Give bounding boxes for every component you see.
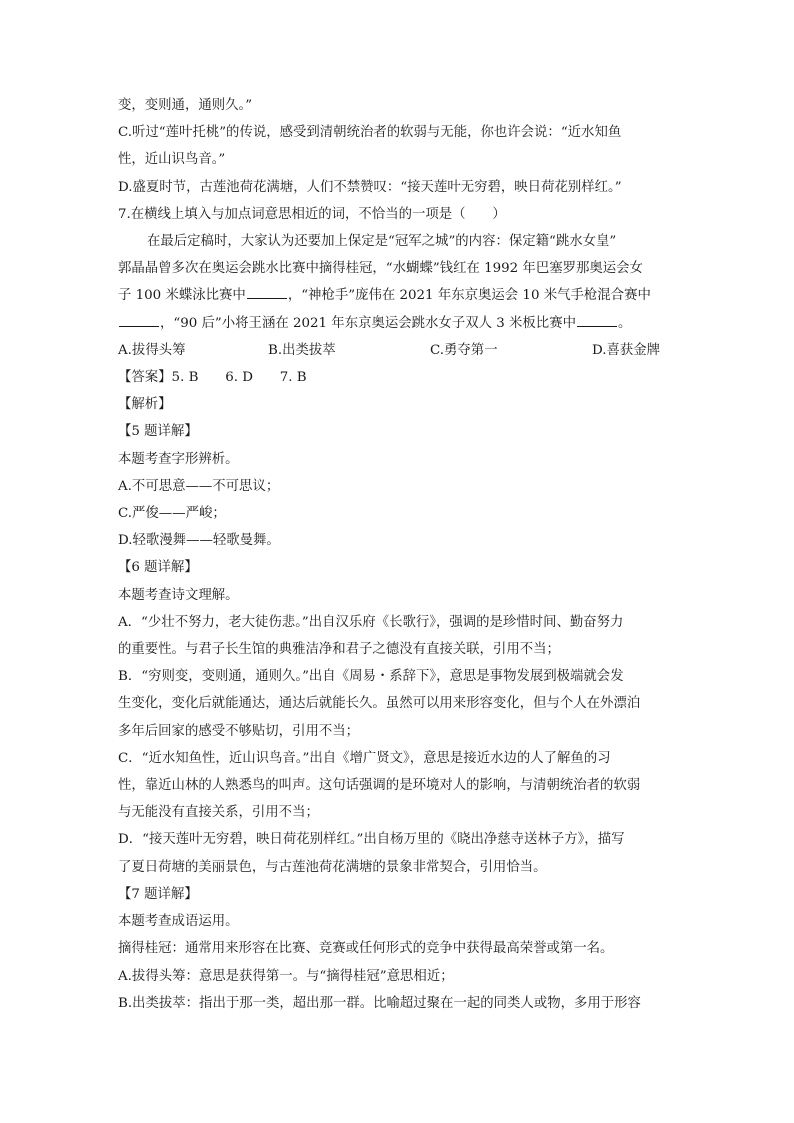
text-line: B.出类拔萃：指出于那一类，超出那一群。比喻超过聚在一起的同类人或物，多用于形容	[118, 995, 641, 1011]
option-c: C.勇夺第一	[430, 342, 498, 358]
text-line: 了夏日荷塘的美丽景色，与古莲池荷花满塘的景象非常契合，引用恰当。	[118, 859, 547, 875]
option-a: A.拔得头筹	[118, 342, 186, 358]
fill-blank	[247, 284, 287, 299]
text-line: D.轻歌漫舞——轻歌曼舞。	[118, 533, 280, 549]
option-b: B.出类拔萃	[268, 342, 336, 358]
passage-line: 郭晶晶曾多次在奥运会跳水比赛中摘得桂冠，“水蝴蝶”钱红在 1992 年巴塞罗那奥运会女	[118, 261, 643, 277]
text-line: B．“穷则变，变则通，通则久。”出自《周易・系辞下》，意思是事物发展到极端就会发	[118, 669, 624, 685]
passage-text: 子 100 米蝶泳比赛中	[118, 288, 246, 304]
passage-text: ，“90 后”小将王涵在 2021 年东京奥运会跳水女子双人 3 米板比赛中	[160, 315, 576, 331]
text-line: D.盛夏时节，古莲池荷花满塘，人们不禁赞叹：“接天莲叶无穷碧，映日荷花别样红。”	[118, 179, 622, 195]
text-line: 本题考查字形辨析。	[118, 451, 239, 467]
text-line: 生变化，变化后就能通达，通达后就能长久。虽然可以用来形容变化，但与个人在外漂泊	[118, 696, 641, 712]
text-line: A.不可思意——不可思议；	[118, 478, 280, 494]
text-line: 变，变则通，通则久。”	[118, 98, 253, 113]
answer-options	[118, 337, 678, 364]
section-heading: 【解析】	[118, 397, 172, 413]
text-line: A.拔得头筹：意思是获得第一。与“摘得桂冠”意思相近；	[118, 968, 454, 984]
section-heading: 【5 题详解】	[118, 424, 198, 440]
text-line: C.严俊——严峻；	[118, 506, 226, 522]
text-line: C.听过“莲叶托桃”的传说，感受到清朝统治者的软弱与无能，你也许会说：“近水知鱼	[118, 125, 622, 141]
passage-text: ，“神枪手”庞伟在 2021 年东京奥运会 10 米气手枪混合赛中	[287, 288, 651, 304]
question-7-stem: 7.在横线上填入与加点词意思相近的词，不恰当的一项是（ ）	[118, 206, 506, 222]
text-line: 性，靠近山林的人熟悉鸟的叫声。这句话强调的是环境对人的影响，与清朝统治者的软弱	[118, 778, 641, 794]
option-d: D.喜获金牌	[592, 342, 661, 358]
passage-line-blank-1	[118, 282, 678, 309]
text-line: D．“接天莲叶无穷碧，映日荷花别样红。”出自杨万里的《晓出净慈寺送林子方》，描写	[118, 832, 625, 848]
text-line: 性，近山识鸟音。”	[118, 152, 226, 168]
passage-line-blank-2	[118, 310, 678, 337]
fill-blank	[119, 312, 159, 327]
text-line: 本题考查诗文理解。	[118, 587, 239, 603]
passage-line: 在最后定稿时，大家认为还要加上保定是“冠军之城”的内容：保定籍“跳水女皇”	[147, 234, 617, 250]
text-line: 与无能没有直接关系，引用不当；	[118, 805, 319, 821]
section-heading: 【6 题详解】	[118, 560, 198, 576]
answer-line: 【答案】5. B 6. D 7. B	[118, 370, 307, 386]
passage-text: 。	[617, 315, 632, 331]
text-line: 的重要性。与君子长生馆的典雅洁净和君子之德没有直接关联，引用不当；	[118, 642, 560, 658]
document-content	[118, 92, 678, 1017]
text-line: 多年后回家的感受不够贴切，引用不当；	[118, 723, 360, 739]
text-line: 摘得桂冠：通常用来形容在比赛、竞赛或任何形式的竞争中获得最高荣誉或第一名。	[118, 941, 614, 957]
section-heading: 【7 题详解】	[118, 886, 198, 902]
text-line: C．“近水知鱼性，近山识鸟音。”出自《增广贤文》，意思是接近水边的人了解鱼的习	[118, 750, 611, 766]
text-line: A．“少壮不努力，老大徒伤悲。”出自汉乐府《长歌行》，强调的是珍惜时间、勤奋努力	[118, 614, 624, 630]
text-line: 本题考查成语运用。	[118, 914, 239, 930]
fill-blank	[577, 312, 617, 327]
